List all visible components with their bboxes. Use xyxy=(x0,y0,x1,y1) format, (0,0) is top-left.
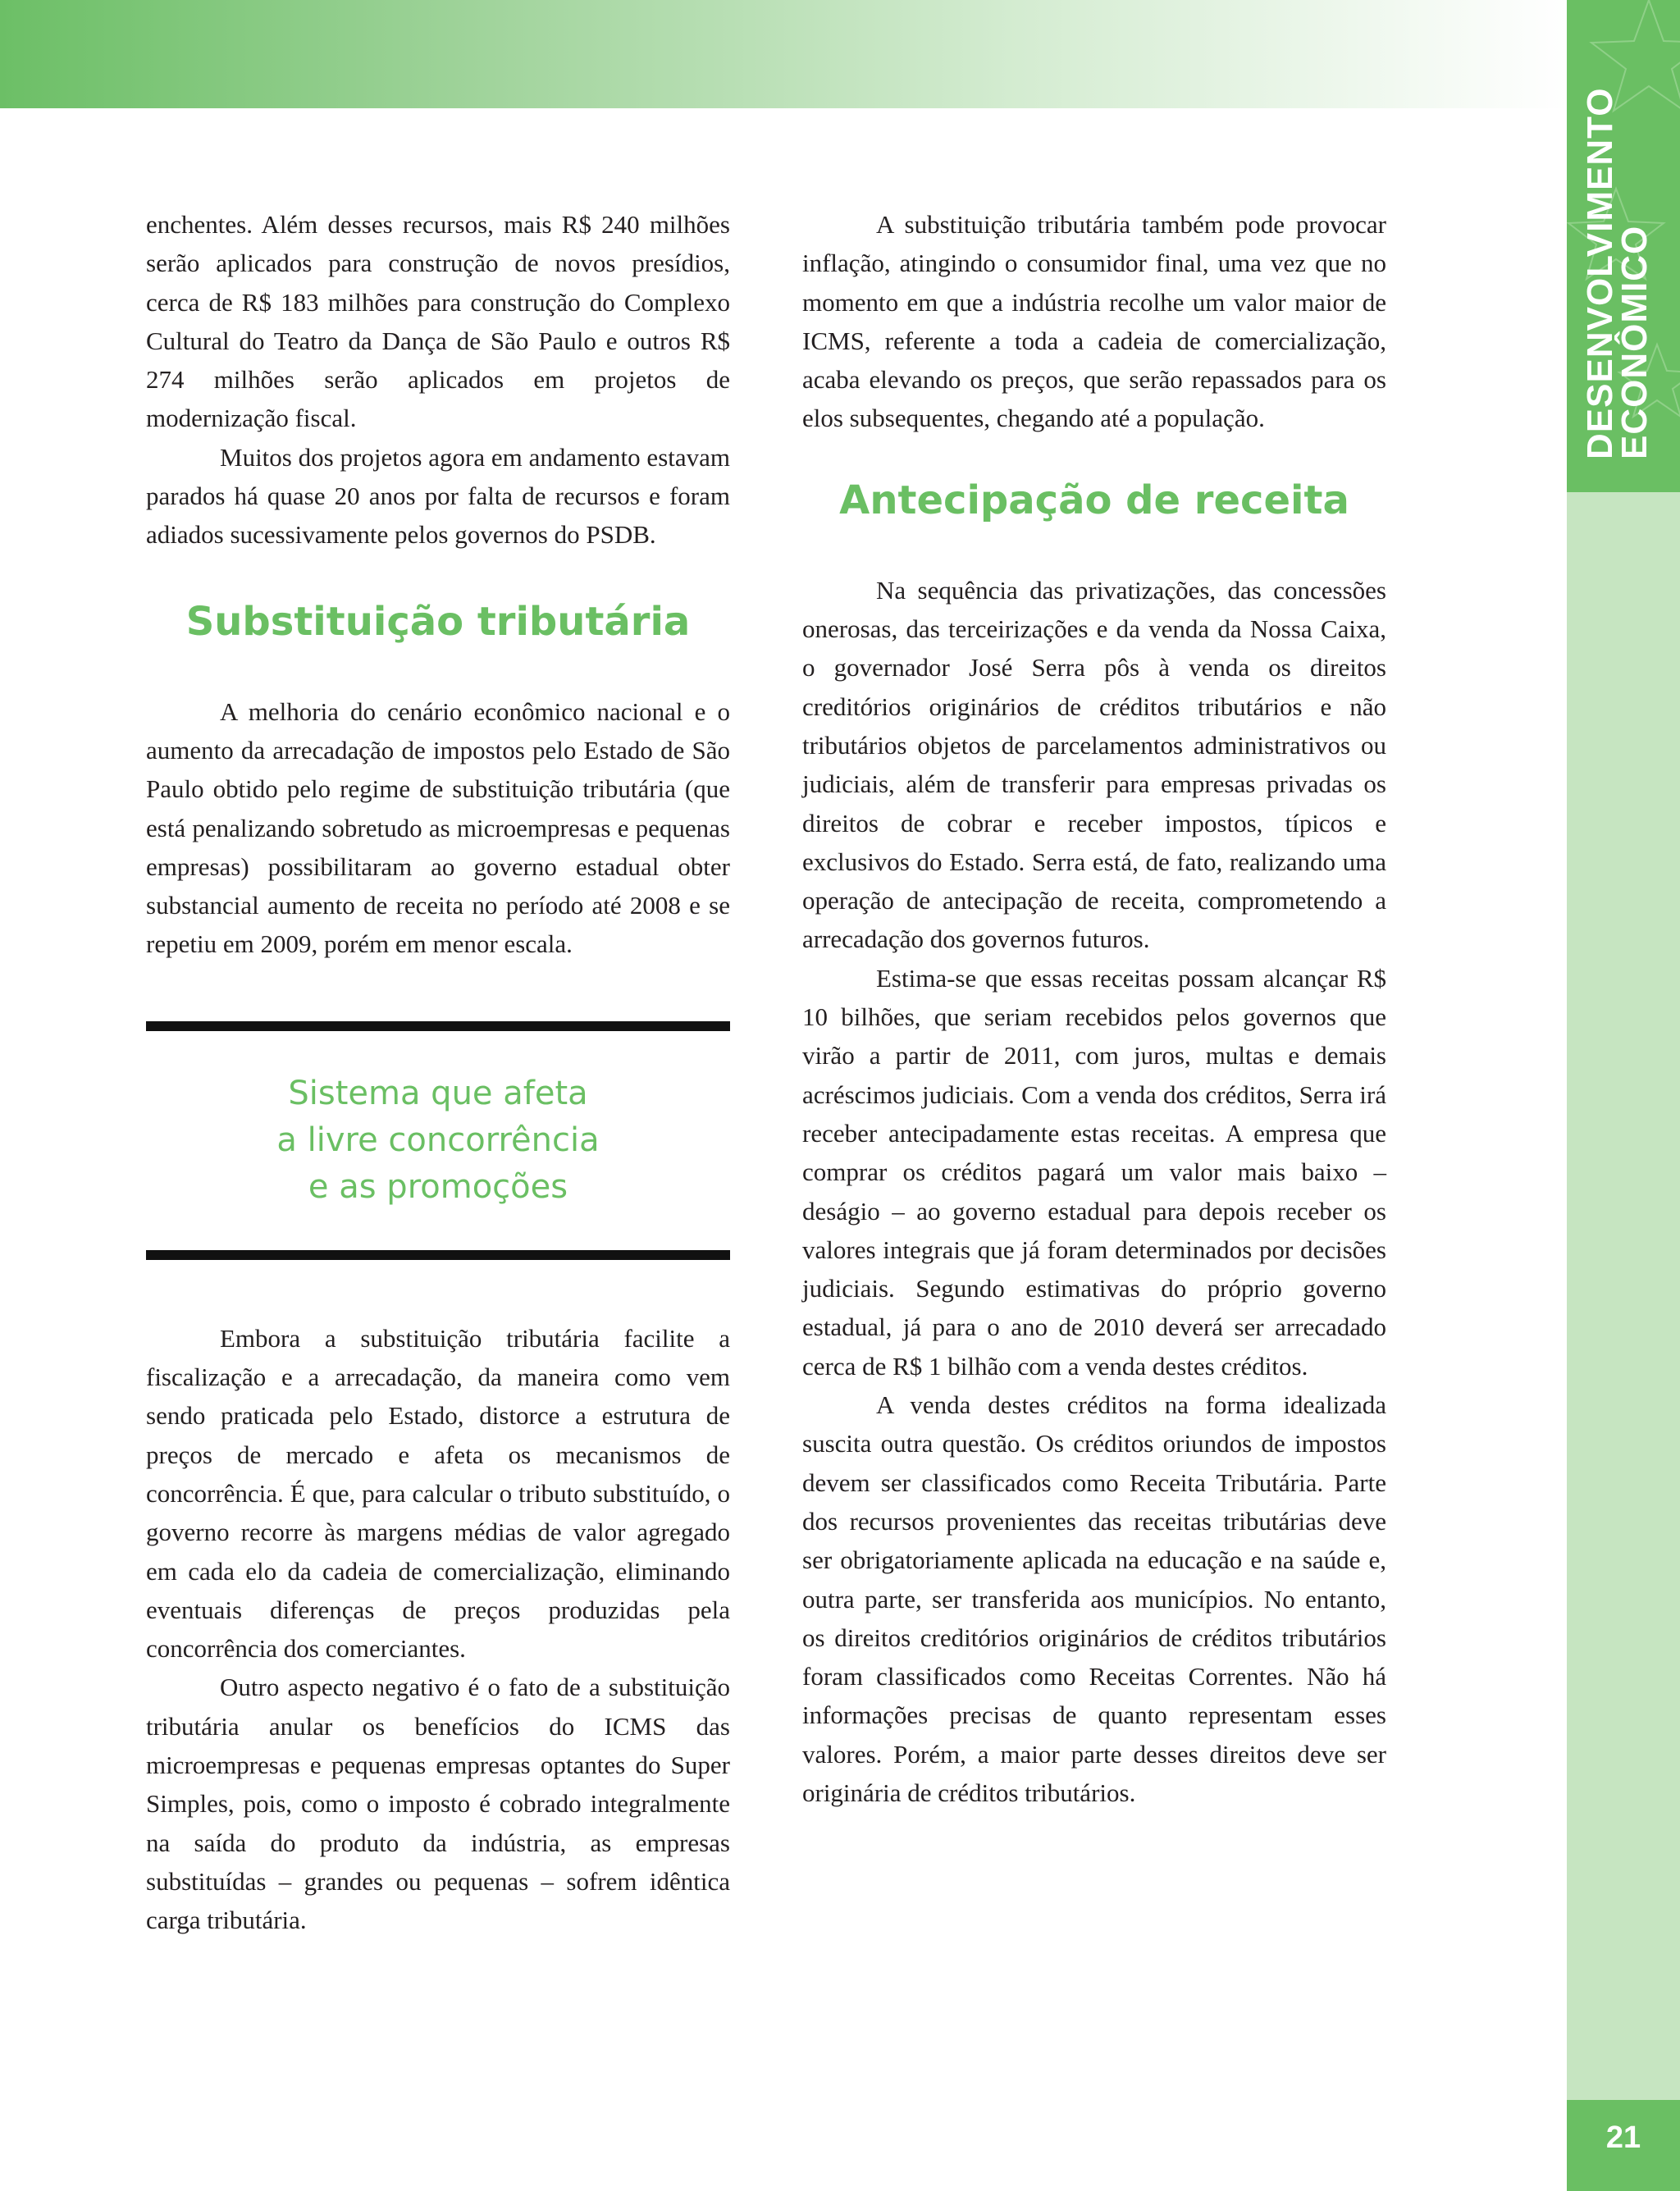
heading-antecipacao-de-receita: Antecipação de receita xyxy=(839,477,1349,523)
heading-substituicao-tributaria: Substituição tributária xyxy=(185,598,691,645)
page-number: 21 xyxy=(1605,2120,1641,2155)
right-paragraph-3: Estima-se que essas receitas possam alcançar R$ 10 bilhões, que seriam recebidos pelos governos que virão a partir de 2011, com juros, multas e demais acréscimos judiciais. Com a venda dos créditos, Serra irá receber antecipadamente estas receitas. A empresa que comprar os créditos pagará um valor mais baixo – deságio – ao governo estadual para depois receber os valores integrais que já foram determinados por decisões judiciais. Segundo estimativas do próprio governo estadual, já para o ano de 2010 deverá ser arrecadado cerca de R$ 1 bilhão com a venda destes créditos. xyxy=(802,963,1386,1381)
left-paragraph-2: Muitos dos projetos agora em andamento estavam parados há quase 20 anos por falta de recursos e foram adiados sucessivamente pelos governos do PSDB. xyxy=(146,442,730,550)
section-label-line2: ECONÔMICO xyxy=(1614,225,1655,459)
section-label xyxy=(1580,33,1673,459)
right-paragraph-1: A substituição tributária também pode provocar inflação, atingindo o consumidor final, uma vez que no momento em que a indústria recolhe um valor maior de ICMS, referente a toda a cadeia de comercialização, acaba elevando os preços, que serão repassados para os elos subsequentes, chegando até a população. xyxy=(802,210,1386,433)
pull-quote-line1: Sistema que afeta xyxy=(288,1074,588,1112)
section-label-line1: DESENVOLVIMENTO xyxy=(1580,87,1620,459)
left-paragraph-4: Embora a substituição tributária facilite a fiscalização e a arrecadação, da maneira como vem sendo praticada pelo Estado, distorce a estrutura de preços de mercado e afeta os mecanismos de concorrência. É que, para calcular o tributo substituído, o governo recorre às margens médias de valor agregado em cada elo da cadeia de comercialização, eliminando eventuais diferenças de preços produzidas pela concorrência dos comerciantes. xyxy=(146,1323,730,1664)
pull-quote-line3: e as promoções xyxy=(308,1167,568,1206)
callout-top-rule xyxy=(146,1021,730,1031)
left-paragraph-3: A melhoria do cenário econômico nacional e o aumento da arrecadação de impostos pelo Estado de São Paulo obtido pelo regime de substituição tributária (que está penalizando sobretudo as microempresas e pequenas empresas) possibilitaram ao governo estadual obter substancial aumento de receita no período até 2008 e se repetiu em 2009, porém em menor escala. xyxy=(146,696,730,959)
pull-quote-line2: a livre concorrência xyxy=(276,1121,600,1159)
right-paragraph-2: Na sequência das privatizações, das concessões onerosas, das terceirizações e da venda da Nossa Caixa, o governador José Serra pôs à venda os direitos creditórios originários de créditos tributários e não tributários objetos de parcelamentos administrativos ou judiciais, além de transferir para empresas privadas os direitos de cobrar e receber impostos, típicos e exclusivos do Estado. Serra está, de fato, realizando uma operação de antecipação de receita, comprometendo a arrecadação dos governos futuros. xyxy=(802,575,1386,954)
left-column xyxy=(146,205,730,1940)
right-column xyxy=(802,205,1386,1812)
callout-bottom-rule xyxy=(146,1250,730,1260)
left-paragraph-5: Outro aspecto negativo é o fato de a substituição tributária anular os benefícios do ICMS das microempresas e pequenas empresas optantes do Super Simples, pois, como o imposto é cobrado integralmente na saída do produto da indústria, as empresas substituídas – grandes ou pequenas – sofrem idêntica carga tributária. xyxy=(146,1673,730,1935)
left-paragraph-1: enchentes. Além desses recursos, mais R$ 240 milhões serão aplicados para construção de novos presídios, cerca de R$ 183 milhões para construção do Complexo Cultural do Teatro da Dança de São Paulo e outros R$ 274 milhões serão aplicados em projetos de modernização fiscal. xyxy=(146,210,730,433)
pull-quote xyxy=(146,1070,730,1211)
header-gradient-band xyxy=(0,0,1567,108)
right-paragraph-4: A venda destes créditos na forma idealizada suscita outra questão. Os créditos oriundos de impostos devem ser classificados como Receita Tributária. Parte dos recursos provenientes das receitas tributárias deve ser obrigatoriamente aplicada na educação e na saúde e, outra parte, ser transferida aos municípios. No entanto, os direitos creditórios originários de créditos tributários foram classificados como Receitas Correntes. Não há informações precisas de quanto representam esses valores. Porém, a maior parte desses direitos deve ser originária de créditos tributários. xyxy=(802,1390,1386,1807)
